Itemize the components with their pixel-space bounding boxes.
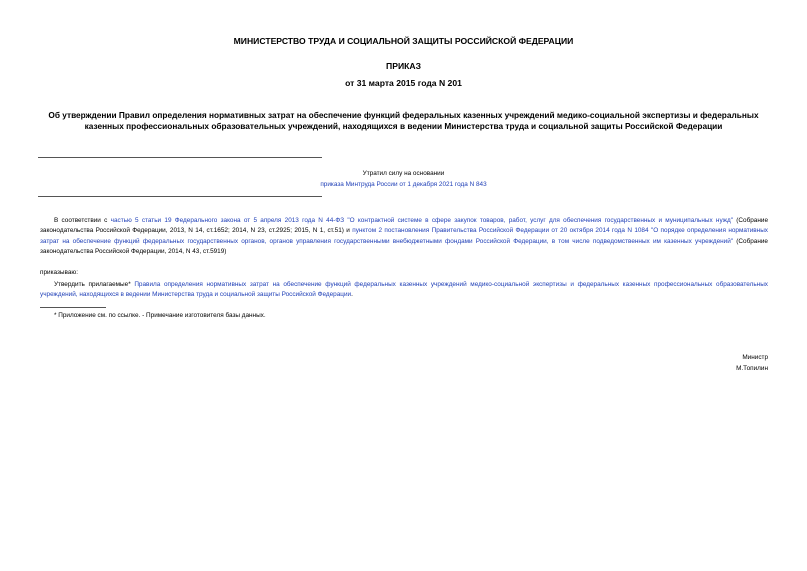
approve-text-2: . bbox=[351, 291, 353, 299]
date-number-heading: от 31 марта 2015 года N 201 bbox=[345, 78, 462, 88]
law-44fz-link[interactable]: частью 5 статьи 19 Федерального закона от 5 апреля 2013 года N 44-ФЗ "О контрактной системе в сфере закупок товаров, работ, услуг для обеспечения государственных и муниципальных нужд" bbox=[110, 217, 734, 224]
divider-bottom bbox=[38, 196, 322, 197]
doc-type-heading: ПРИКАЗ bbox=[386, 61, 421, 71]
repeal-link[interactable]: приказа Минтруда России от 1 декабря 2021 года N 843 bbox=[320, 181, 487, 188]
divider-top bbox=[38, 157, 322, 158]
signature-position: Министр bbox=[742, 354, 768, 361]
footnote-divider bbox=[40, 307, 106, 308]
resolution-1084-link[interactable]: пунктом 2 постановления Правительства Российской Федерации от 20 октября 2014 года N 1084 "О порядке определения нормативных затрат на обеспечение функций федеральных государственных органов, органов управления государственными внебюджетными фондами Российской Федерации, в том числе подведомственных им казенных учреждений" bbox=[40, 227, 768, 245]
footnote: * Приложение см. по ссылке. - Примечание изготовителя базы данных. bbox=[54, 312, 266, 319]
approve-text-1: Утвердить прилагаемые* bbox=[54, 281, 135, 288]
preamble-text-2: (Собрание законодательства Российской Федерации, 2013, N 14, ст.1652; 2014, N 23, ст.2925; 2015, N 1, ст.51) и bbox=[40, 217, 769, 235]
ministry-heading: МИНИСТЕРСТВО ТРУДА И СОЦИАЛЬНОЙ ЗАЩИТЫ РОССИЙСКОЙ ФЕДЕРАЦИИ bbox=[233, 36, 574, 46]
signature-name: М.Топилин bbox=[736, 365, 768, 372]
order-word: приказываю: bbox=[40, 269, 78, 276]
preamble-text-3: (Собрание законодательства Российской Федерации, 2014, N 43, ст.5919) bbox=[40, 237, 768, 256]
rules-link[interactable]: Правила определения нормативных затрат на обеспечение функций федеральных казенных учреждений медико-социальной экспертизы и федеральных казенных профессиональных образовательных учреждений, находящихся в ведении Министерства труда и социальной защиты Российской Федерации bbox=[40, 281, 769, 299]
approve-paragraph bbox=[40, 280, 768, 301]
preamble-paragraph bbox=[40, 216, 768, 258]
status-line: Утратил силу на основании bbox=[362, 170, 445, 177]
preamble-text-1: В соответствии с bbox=[54, 217, 111, 224]
document-title: Об утверждении Правил определения нормативных затрат на обеспечение функций федеральных казенных учреждений медико-социальной экспертизы и федеральных казенных профессиональных образовательных учреждений, находящихся в ведении Министерства труда и социальной защиты Российской Федерации bbox=[48, 110, 759, 131]
